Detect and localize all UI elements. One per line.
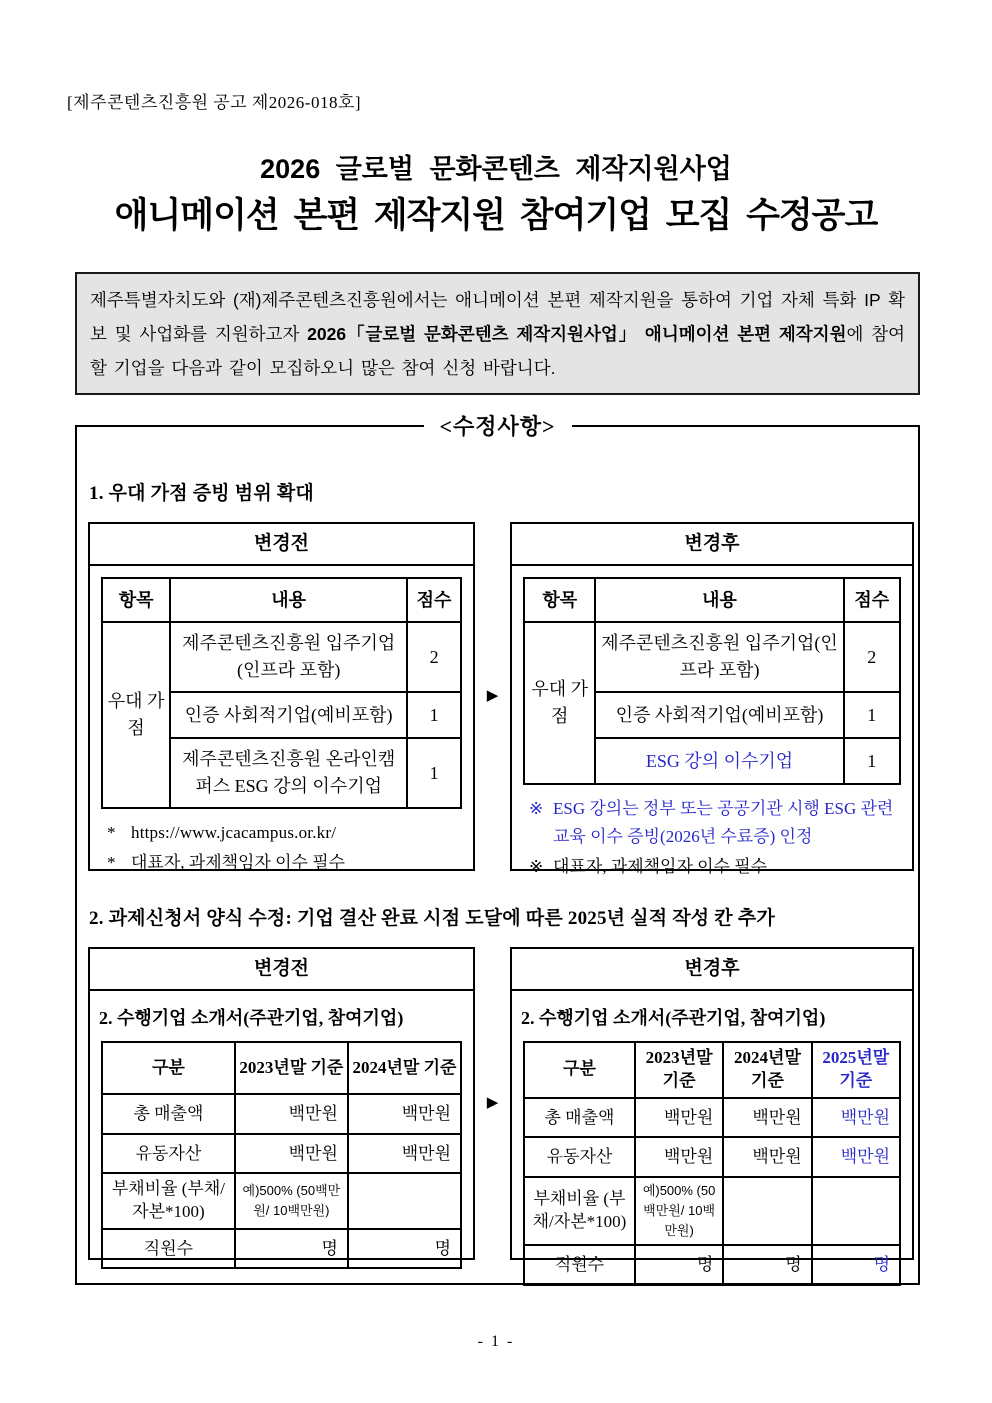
- after-panel-title: 변경후: [512, 524, 912, 566]
- arrow-right-icon: ▶: [486, 688, 499, 704]
- cell-unit: 백만원: [723, 1137, 811, 1177]
- col-header-2024: 2024년말 기준: [348, 1042, 461, 1094]
- col-header-score: 점수: [407, 578, 461, 622]
- section2-after-panel: [510, 947, 914, 1275]
- cell-unit: 명: [723, 1245, 811, 1285]
- intro-text-post: 에 참여할 기업을 다음과 같이 모집하오니 많은 참여 신청 바랍니다.: [90, 324, 905, 379]
- section1-after-panel: [510, 522, 914, 877]
- cell-unit-new: 백만원: [812, 1137, 900, 1177]
- intro-text-pre: 제주특별자치도와 (재)제주콘텐츠진흥원에서는 애니메이션 본편 제작지원을 통하여 기업 자체 특화 IP 확보 및 사업화를 지원하고자: [90, 290, 905, 345]
- cell-unit: 명: [635, 1245, 723, 1285]
- notice-number: [제주콘텐츠진흥원 공고 제2026-018호]: [67, 93, 362, 112]
- section2-comparison: [77, 947, 918, 1275]
- note-marker: ※: [529, 857, 544, 877]
- cell-unit: 백만원: [348, 1094, 461, 1134]
- section2-before-panel: [88, 947, 475, 1260]
- note-esg-proof: [523, 794, 901, 852]
- row-group-label: 우대 가점: [102, 622, 170, 808]
- col-header-2023: 2023년말 기준: [635, 1042, 723, 1098]
- cell-example: 예)500% (50백만원/ 10백만원): [635, 1177, 723, 1245]
- cell-unit: 명: [348, 1229, 461, 1269]
- col-header-content: 내용: [170, 578, 407, 622]
- section2-heading: 2. 과제신청서 양식 수정: 기업 결산 완료 시점 도달에 따른 2025년 실적 작성 칸 추가: [89, 908, 775, 929]
- before-notes: [101, 818, 462, 878]
- note-required: [523, 852, 901, 882]
- table-cell-score: 2: [844, 622, 900, 692]
- empty-cell: [348, 1173, 461, 1229]
- row-label: 유동자산: [524, 1137, 635, 1177]
- table-cell-content: 제주콘텐츠진흥원 입주기업(인프라 포함): [595, 622, 843, 692]
- row-group-label: 우대 가점: [524, 622, 595, 784]
- row-label: 부채비율 (부채/자본*100): [102, 1173, 235, 1229]
- row-label: 직원수: [102, 1229, 235, 1269]
- table-cell-score: 1: [407, 738, 461, 808]
- cell-unit: 백만원: [635, 1098, 723, 1138]
- note-text: 대표자, 과제책임자 이수 필수: [131, 853, 346, 873]
- table-cell-content: 인증 사회적기업(예비포함): [170, 692, 407, 738]
- bonus-points-table-after: [523, 577, 901, 785]
- table-cell-score: 2: [407, 622, 461, 692]
- section1-before-panel: [88, 522, 475, 871]
- empty-cell: [812, 1177, 900, 1245]
- cell-unit-new: 백만원: [812, 1098, 900, 1138]
- note-text: 대표자, 과제책임자 이수 필수: [553, 857, 768, 877]
- revisions-label: <수정사항>: [423, 410, 571, 441]
- cell-unit: 백만원: [348, 1134, 461, 1174]
- form-subtitle: 2. 수행기업 소개서(주관기업, 참여기업): [521, 1008, 826, 1028]
- cell-unit: 백만원: [235, 1134, 348, 1174]
- after-notes: [523, 794, 901, 882]
- col-header-item: 항목: [102, 578, 170, 622]
- cell-unit: 명: [235, 1229, 348, 1269]
- table-cell-content: 제주콘텐츠진흥원 입주기업(인프라 포함): [170, 622, 407, 692]
- table-cell-content: 제주콘텐츠진흥원 온라인캠퍼스 ESG 강의 이수기업: [170, 738, 407, 808]
- col-header-2025-new: 2025년말 기준: [812, 1042, 900, 1098]
- intro-text-bold: 2026「글로벌 문화콘텐츠 제작지원사업」 애니메이션 본편 제작지원: [307, 324, 847, 345]
- table-cell-content-changed: ESG 강의 이수기업: [595, 738, 843, 784]
- program-subtitle: 2026 글로벌 문화콘텐츠 제작지원사업: [260, 154, 732, 184]
- section1-comparison: [77, 522, 918, 877]
- col-header-2023: 2023년말 기준: [235, 1042, 348, 1094]
- form-subtitle: 2. 수행기업 소개서(주관기업, 참여기업): [99, 1008, 404, 1028]
- revisions-box: [75, 414, 920, 1285]
- after-panel-title: 변경후: [512, 949, 912, 991]
- col-header-content: 내용: [595, 578, 843, 622]
- cell-unit: 백만원: [235, 1094, 348, 1134]
- note-text: ESG 강의는 정부 또는 공공기관 시행 ESG 관련 교육 이수 증빙(2026년 수료증) 인정: [553, 799, 894, 847]
- row-label: 직원수: [524, 1245, 635, 1285]
- row-label: 유동자산: [102, 1134, 235, 1174]
- row-label: 부채비율 (부채/자본*100): [524, 1177, 635, 1245]
- note-campus-url: [101, 818, 462, 848]
- cell-unit: 백만원: [723, 1098, 811, 1138]
- page-title: 애니메이션 본편 제작지원 참여기업 모집 수정공고: [114, 196, 878, 235]
- col-header-category: 구분: [102, 1042, 235, 1094]
- bonus-points-table-before: [101, 577, 462, 809]
- empty-cell: [723, 1177, 811, 1245]
- note-marker: *: [107, 853, 116, 873]
- table-cell-score: 1: [407, 692, 461, 738]
- table-cell-score: 1: [844, 692, 900, 738]
- section1-heading: 1. 우대 가점 증빙 범위 확대: [89, 483, 314, 504]
- col-header-score: 점수: [844, 578, 900, 622]
- company-intro-table-after: [523, 1041, 901, 1286]
- cell-example: 예)500% (50백만원/ 10백만원): [235, 1173, 348, 1229]
- company-intro-table-before: [101, 1041, 462, 1269]
- col-header-category: 구분: [524, 1042, 635, 1098]
- intro-box: [75, 272, 920, 395]
- before-panel-title: 변경전: [90, 524, 473, 566]
- row-label: 총 매출액: [102, 1094, 235, 1134]
- cell-unit: 백만원: [635, 1137, 723, 1177]
- note-required: [101, 848, 462, 878]
- table-cell-content: 인증 사회적기업(예비포함): [595, 692, 843, 738]
- arrow-right-icon: ▶: [486, 1095, 499, 1111]
- note-marker: *: [107, 823, 116, 842]
- col-header-item: 항목: [524, 578, 595, 622]
- before-panel-title: 변경전: [90, 949, 473, 991]
- page-number: - 1 -: [477, 1333, 515, 1350]
- table-cell-score: 1: [844, 738, 900, 784]
- note-marker: ※: [529, 799, 544, 818]
- note-text: https://www.jcacampus.or.kr/: [131, 823, 337, 842]
- cell-unit-new: 명: [812, 1245, 900, 1285]
- row-label: 총 매출액: [524, 1098, 635, 1138]
- col-header-2024: 2024년말 기준: [723, 1042, 811, 1098]
